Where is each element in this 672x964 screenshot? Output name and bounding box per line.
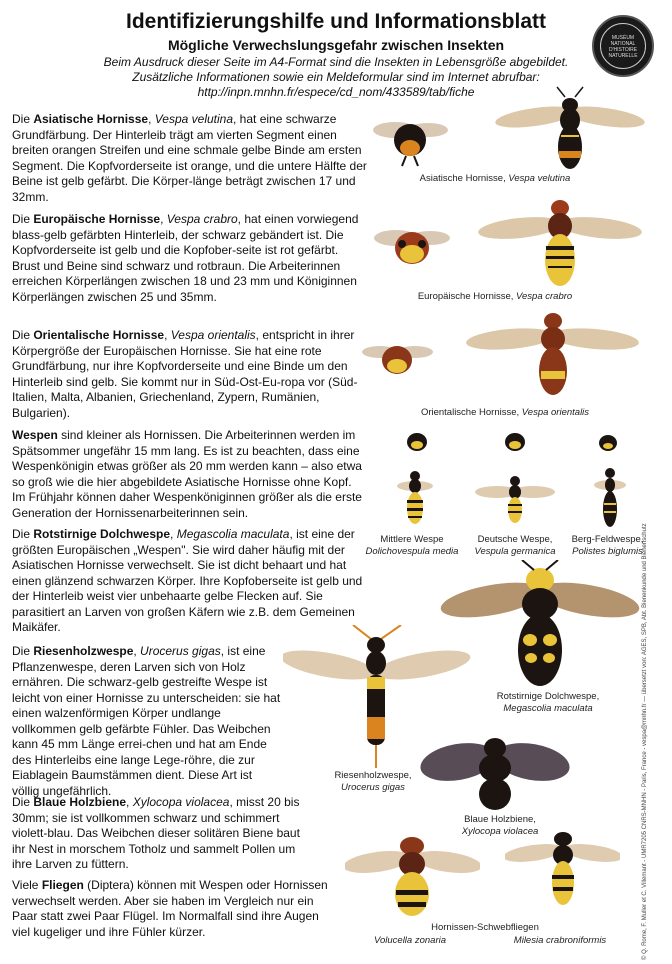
species-name: Rotstirnige Dolchwespe (33, 527, 171, 541)
asian-hornet-image (495, 85, 645, 175)
copyright-credit: © Q. Rome, F. Muller et C. Villemant - UMR7205 CNRS-MNHN - Paris, France - vespa@mnhn.fr — übersetzt von: AGES, SPB, Abt. Bienenkunde und Bienenschutz (642, 523, 648, 960)
seal-label: MUSÉUM NATIONAL D'HISTOIRE NATURELLE (608, 35, 638, 59)
info-url[interactable]: http://inpn.mnhn.fr/espece/cd_nom/433589/tab/fiche (197, 85, 475, 99)
european-hornet-head-image (372, 218, 452, 273)
page-subtitle: Mögliche Verwechslungsgefahr zwischen Insekten (167, 37, 505, 53)
paragraph-megascolia: Die Rotstirnige Dolchwespe, Megascolia maculata, ist eine der größten Europäischen „Wespen". Sie wird daher häufig mit der Asiatischen Hornisse verwechselt. Sie ist dicht behaart und hat einen glänzend schwarzen Körper. Ihre Kopfoberseite ist gelb und der Hinterleib weist vier unbehaarte gelbe Flecken auf. Sie parasitiert an Larven von großen Käfern wie z.B. dem Gemeinen Maikäfer. (12, 527, 363, 634)
oriental-hornet-image (465, 305, 640, 400)
caption-dolichovespula: Mittlere Wespe Dolichovespula media (365, 534, 459, 557)
volucella-image (345, 832, 480, 922)
polistes-head-image (595, 432, 621, 454)
paragraph-oriental-hornet: Die Orientalische Hornisse, Vespa orientalis, entspricht in ihrer Körpergröße der Europäischen Hornisse. Sie hat eine rote Grundfärbung, nur ihre Kopfvorderseite und eine Binde um den Hinterleib sind gelb. Sie kommt nur in Süd-Ost-Eu-ropa vor (Süd-Italien, Malta, Albanien, Griechenland, Zypern, Rumänien, Bulgarien). (12, 328, 358, 420)
xylocopa-image (420, 722, 570, 812)
caption-xylocopa: Blaue Holzbiene, Xylocopa violacea (461, 814, 539, 837)
milesia-image (505, 825, 620, 910)
caption-polistes: Berg-Feldwespe, Polistes biglumis (571, 534, 644, 557)
paragraph-xylocopa: Die Blaue Holzbiene, Xylocopa violacea, misst 20 bis 30mm; sie ist vollkommen schwarz und schimmert violett-blau. Das Weibchen dieser solitären Biene baut ihr Nest in morschem Totholz und sammelt Pollen um ihre Larven zu füttern. (12, 795, 300, 871)
species-name: Europäische Hornisse (33, 212, 161, 226)
vespula-head-image (500, 430, 530, 454)
caption-vespula: Deutsche Wespe, Vespula germanica (474, 534, 556, 557)
species-name: Asiatische Hornisse (33, 112, 149, 126)
paragraph-flies: Viele Fliegen (Diptera) können mit Wespen oder Hornissen verwechselt werden. Aber sie haben im Vergleich nur ein Paar statt zwei Paar Flügel. Im Normalfall sind ihre Augen viel kugeliger und ihre Fühler kürzer. (12, 878, 328, 939)
species-name: Blaue Holzbiene (33, 795, 127, 809)
intro-line-2: Zusätzliche Informationen sowie ein Meldeformular sind im Internet abrufbar: (132, 70, 540, 84)
species-name: Orientalische Hornisse (33, 328, 165, 342)
asian-hornet-head-image (370, 112, 450, 167)
caption-hoverflies: Hornissen-Schwebfliegen (431, 922, 539, 933)
caption-megascolia: Rotstirnige Dolchwespe, Megascolia maculata (496, 691, 600, 714)
paragraph-asian-hornet: Die Asiatische Hornisse, Vespa velutina, hat eine schwarze Grundfärbung. Der Hinterleib trägt am vierten Segment einen breiten orangen Streifen und eine schmale gelbe Binde am ersten Segment. Die Kopfvorderseite ist orange, und die untere Hälfte der Beine ist gelb gefärbt. Die Körper-länge beträgt zwischen 17 und 32mm. (12, 112, 367, 204)
caption-volucella: Volucella zonaria (374, 935, 446, 946)
paragraph-wasps: Wespen sind kleiner als Hornissen. Die Arbeiterinnen werden im Spätsommer ungefähr 15 mm lang. Es ist zu beachten, dass eine Wespenkönigin etwas größer als 20 mm werden kann – also etwa so groß wie die hier abgebildete Asiatische Hornisse ohne Kopf. Im Frühjahr können daher Wespenköniginnen größer als die erste Generation der Hornissenarbeiterinnen sein. (12, 428, 362, 520)
caption-vespa-crabro: Europäische Hornisse, Vespa crabro (417, 291, 573, 302)
caption-vespa-orientalis: Orientalische Hornisse, Vespa orientalis (420, 407, 590, 418)
species-name: Riesenholzwespe (33, 644, 134, 658)
vespula-image (475, 472, 555, 527)
page-title: Identifizierungshilfe und Informationsblatt (126, 10, 546, 33)
european-hornet-image (475, 190, 645, 290)
paragraph-urocerus: Die Riesenholzwespe, Urocerus gigas, ist eine Pflanzenwespe, deren Larven sich von Holz ernähren. Die schwarz-gelb gestreifte Wespe ist leicht von einer Hornisse zu unterscheiden: sie hat einen walzenförmigen Körper undlange vollkommen gelb gefärbte Fühler. Das Weibchen kann 45 mm Länge errei-chen und hat am Ende des Hinterleibs eine lange Lege-röhre, die zur Eiablagein Baumstämmen dient. Diese Art ist völlig ungefährlich. (12, 644, 281, 798)
oriental-hornet-head-image (360, 336, 435, 381)
polistes-image (590, 465, 630, 533)
species-name: Fliegen (41, 878, 84, 892)
dolichovespula-image (395, 468, 435, 530)
intro-line-1: Beim Ausdruck dieser Seite im A4-Format sind die Insekten in Lebensgröße abgebildet. (103, 55, 569, 69)
caption-vespa-velutina: Asiatische Hornisse, Vespa velutina (419, 173, 571, 184)
caption-milesia: Milesia crabroniformis (513, 935, 607, 946)
dolichovespula-head-image (402, 430, 432, 454)
caption-urocerus: Riesenholzwespe, Urocerus gigas (334, 770, 412, 793)
paragraph-european-hornet: Die Europäische Hornisse, Vespa crabro, hat einen vorwiegend blass-gelb gefärbten Hinterleib, der schwarz gebändert ist. Die Kopfvorderseite ist gelb und die Kopfober-seite ist rot gefärbt. Brust und Beine sind schwarz und rotbraun. Die Arbeiterinnen erreichen Körperlängen zwischen 18 und 23 mm und Königinnen Körperlängen zwischen 25 und 35mm. (12, 212, 359, 304)
species-name: Wespen (12, 428, 58, 442)
